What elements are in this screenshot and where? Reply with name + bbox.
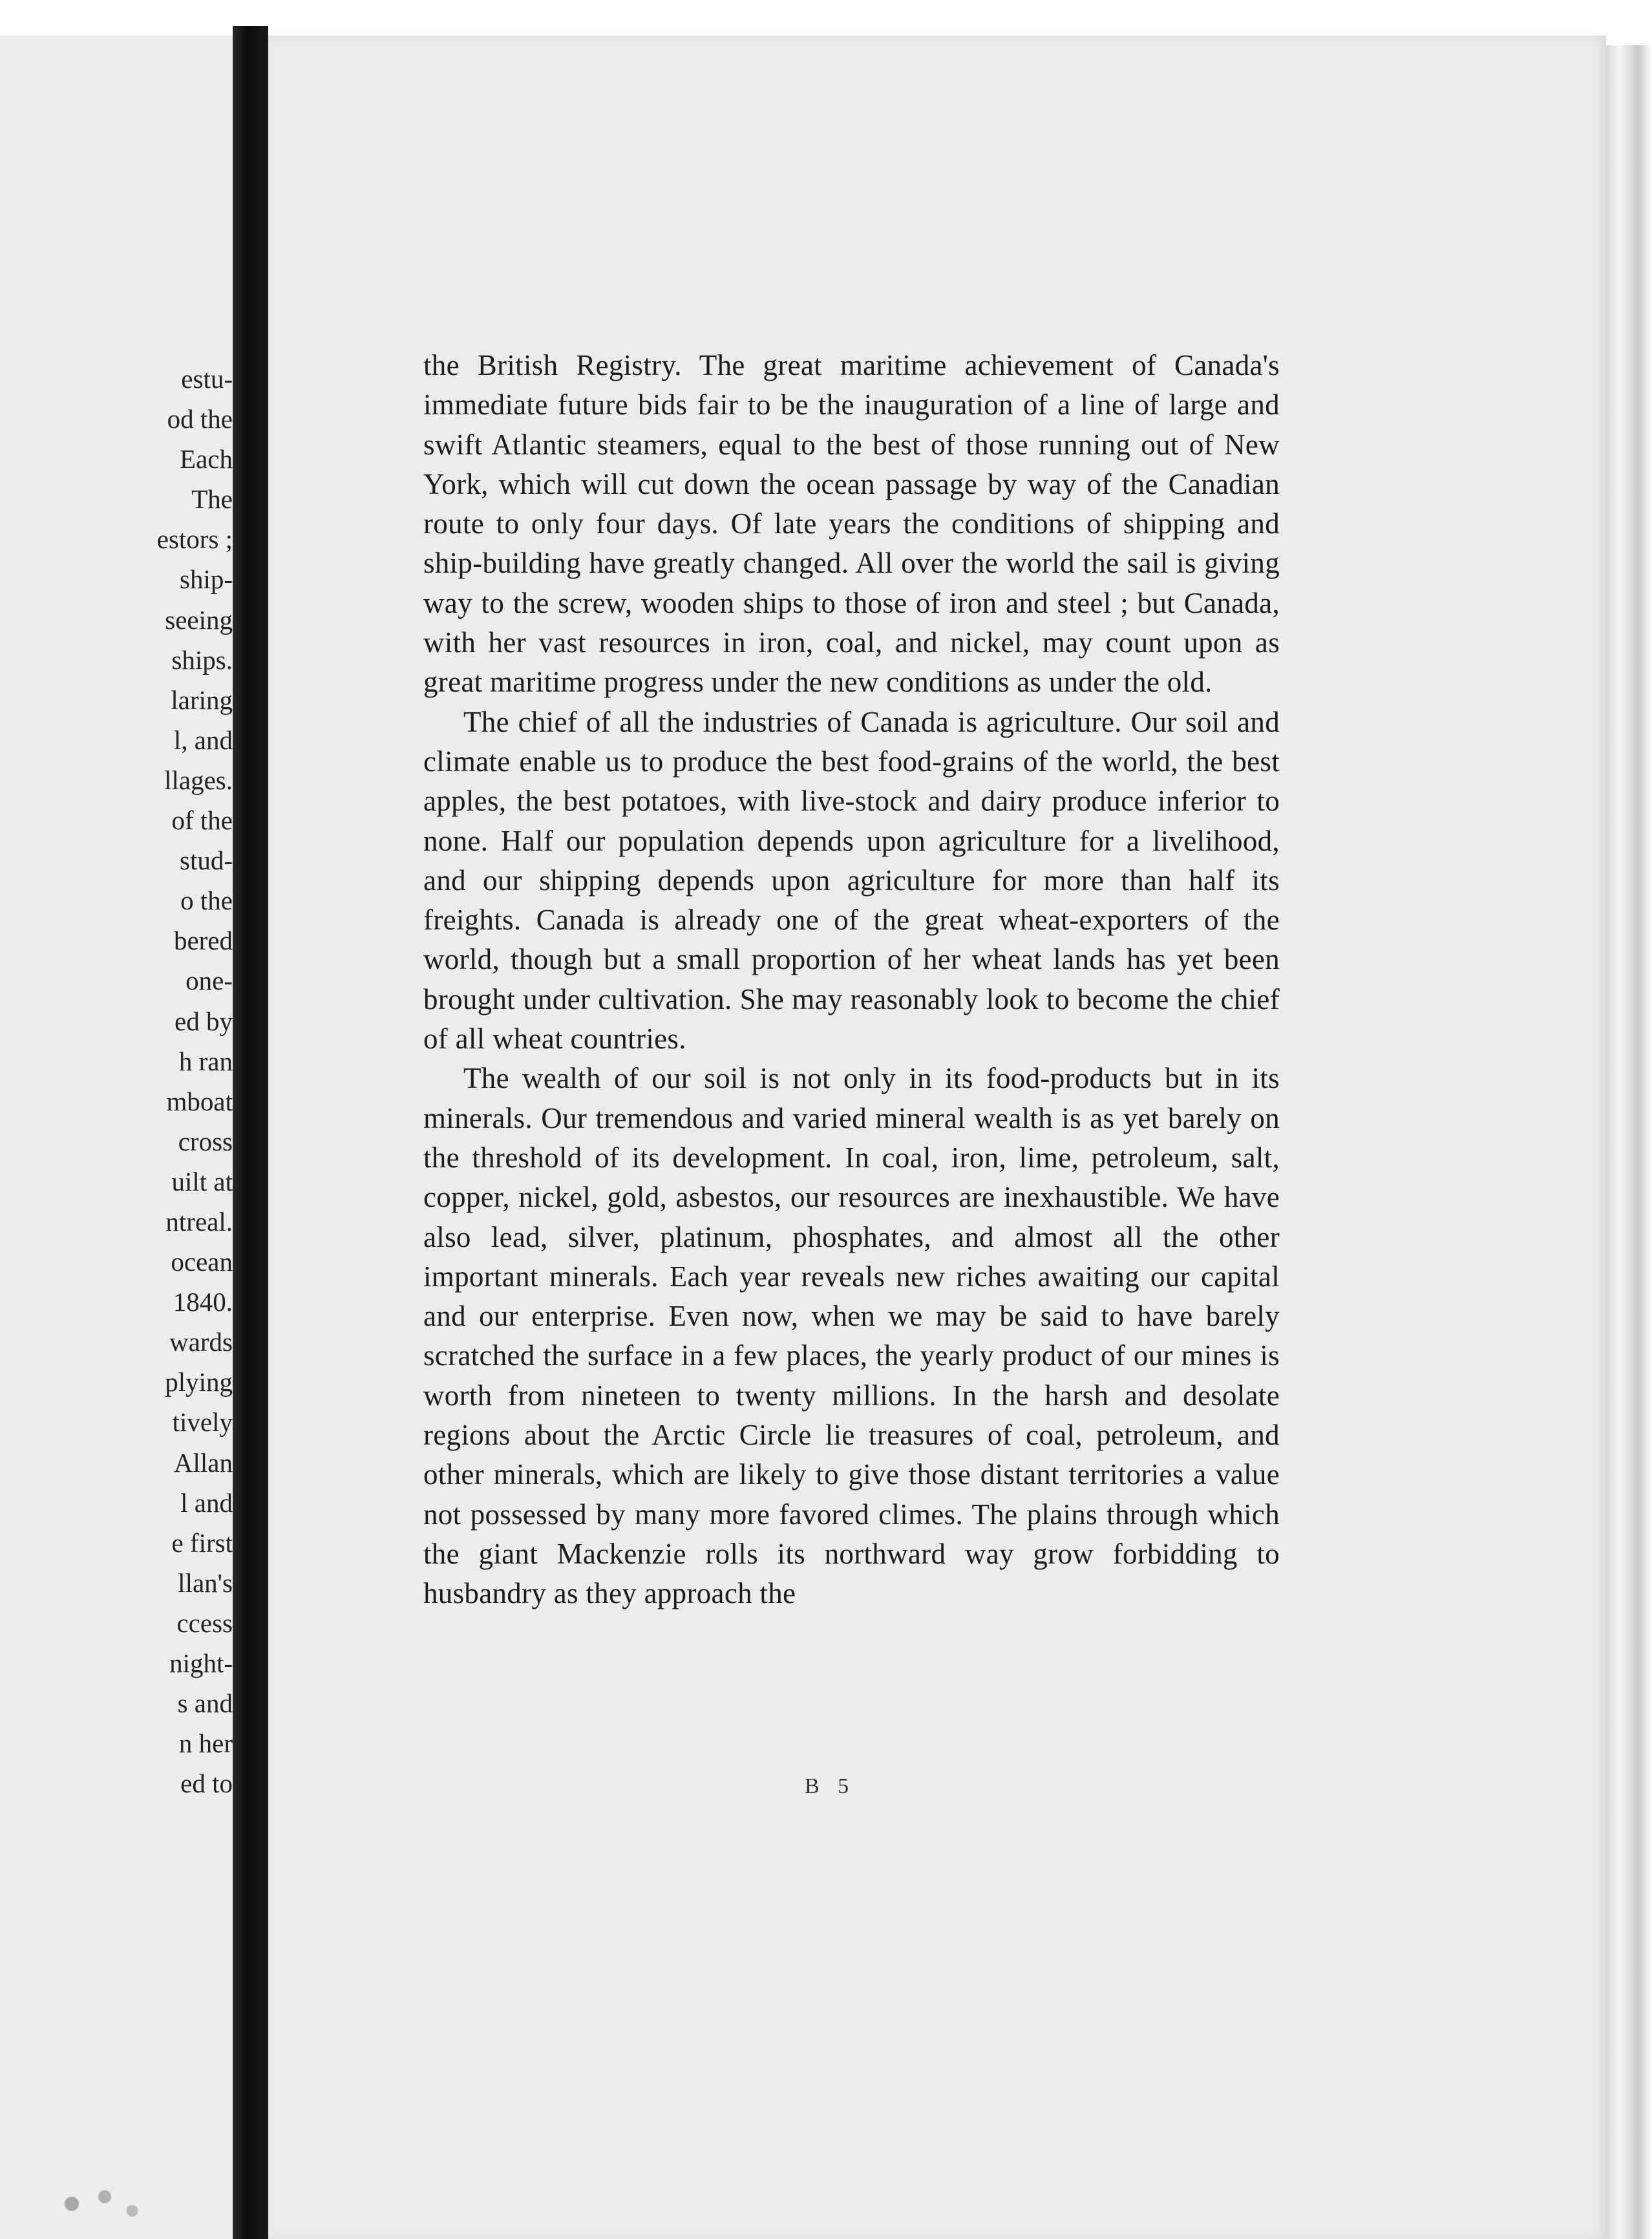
left-page-line: bered <box>173 926 233 956</box>
left-page-line-ends <box>39 359 233 1803</box>
left-page-line: ship- <box>180 564 233 595</box>
left-page-line: ed by <box>175 1006 233 1036</box>
left-page-line: h ran <box>178 1046 233 1076</box>
left-page-line: Each <box>180 444 233 474</box>
left-page-line: tively <box>172 1407 233 1438</box>
left-page-line: laring <box>171 684 233 715</box>
left-page-line: l, and <box>173 725 233 755</box>
left-page-line: mboat <box>166 1086 233 1116</box>
body-text <box>423 346 1280 1614</box>
left-page-line: one- <box>185 966 233 996</box>
left-page-line: uilt at <box>171 1166 233 1196</box>
left-facing-page <box>0 36 233 2239</box>
left-page-line: ntreal. <box>165 1206 233 1236</box>
left-page-line: o the <box>180 886 233 916</box>
paragraph: The wealth of our soil is not only in its food-products but in its minerals. Our tremendous and varied mineral wealth is as yet barely on the threshold of its development. In coal, iron, lime, petroleum, salt, copper, nickel, gold, asbestos, our resources are inexhaustible. We have also lead, silver, platinum, phosphates, and almost all the other important minerals. Each year reveals new riches awaiting our capital and our enterprise. Even now, when we may be said to have barely scratched the surface in a few places, the yearly product of our mines is worth from nineteen to twenty millions. In the harsh and desolate regions about the Arctic Circle lie treasures of coal, petroleum, and other minerals, which are likely to give those distant territories a value not possessed by many more favored climes. The plains through which the giant Mackenzie rolls its northward way grow forbidding to husbandry as they approach the <box>423 1062 1280 1610</box>
left-page-line: Allan <box>173 1447 233 1478</box>
left-page-line: s and <box>177 1688 233 1719</box>
left-page-line: wards <box>169 1327 233 1357</box>
left-page-line: seeing <box>165 604 233 635</box>
left-page-line: ed to <box>180 1768 233 1799</box>
left-page-line: ocean <box>171 1247 233 1277</box>
left-page-line: od the <box>167 404 233 434</box>
left-page-line: llan's <box>178 1567 233 1598</box>
left-page-line: plying <box>165 1367 233 1397</box>
library-stamp-icon <box>39 2169 149 2239</box>
left-page-line: ccess <box>176 1608 233 1638</box>
left-page-line: l and <box>180 1487 233 1518</box>
left-page-line: night- <box>169 1648 233 1678</box>
gutter-shadow <box>233 26 268 2239</box>
left-page-line: cross <box>178 1126 233 1156</box>
page-edge <box>1606 45 1652 2239</box>
left-page-line: stud- <box>180 845 233 876</box>
left-page-line: The <box>191 484 233 515</box>
left-page-line: ships. <box>171 644 233 675</box>
signature-mark: B 5 <box>805 1774 856 1798</box>
left-page-line: estors ; <box>156 524 233 555</box>
left-page-line: estu- <box>181 364 233 394</box>
left-page-line: llages. <box>164 765 233 795</box>
left-page-line: e first <box>171 1527 233 1558</box>
paragraph: the British Registry. The great maritime achievement of Canada's immediate future bids fair to be the inauguration of a line of large and swift Atlantic steamers, equal to the best of those running out of New York, which will cut down the ocean passage by way of the Canadian route to only four days. Of late years the conditions of shipping and ship-building have greatly changed. All over the world the sail is giving way to the screw, wooden ships to those of iron and steel ; but Canada, with her vast resources in iron, coal, and nickel, may count upon as great maritime progress under the new conditions as under the old. <box>423 349 1280 699</box>
paragraph: The chief of all the industries of Canada is agriculture. Our soil and climate enable us to produce the best food-grains of the world, the best apples, the best potatoes, with live-stock and dairy produce inferior to none. Half our population depends upon agriculture for a livelihood, and our shipping depends upon agriculture for more than half its freights. Canada is already one of the great wheat-exporters of the world, though but a small proportion of her wheat lands has yet been brought under cultivation. She may reasonably look to become the chief of all wheat countries. <box>423 705 1280 1056</box>
left-page-line: 1840. <box>173 1287 233 1317</box>
left-page-line: of the <box>171 805 233 836</box>
left-page-line: n her <box>178 1728 233 1759</box>
